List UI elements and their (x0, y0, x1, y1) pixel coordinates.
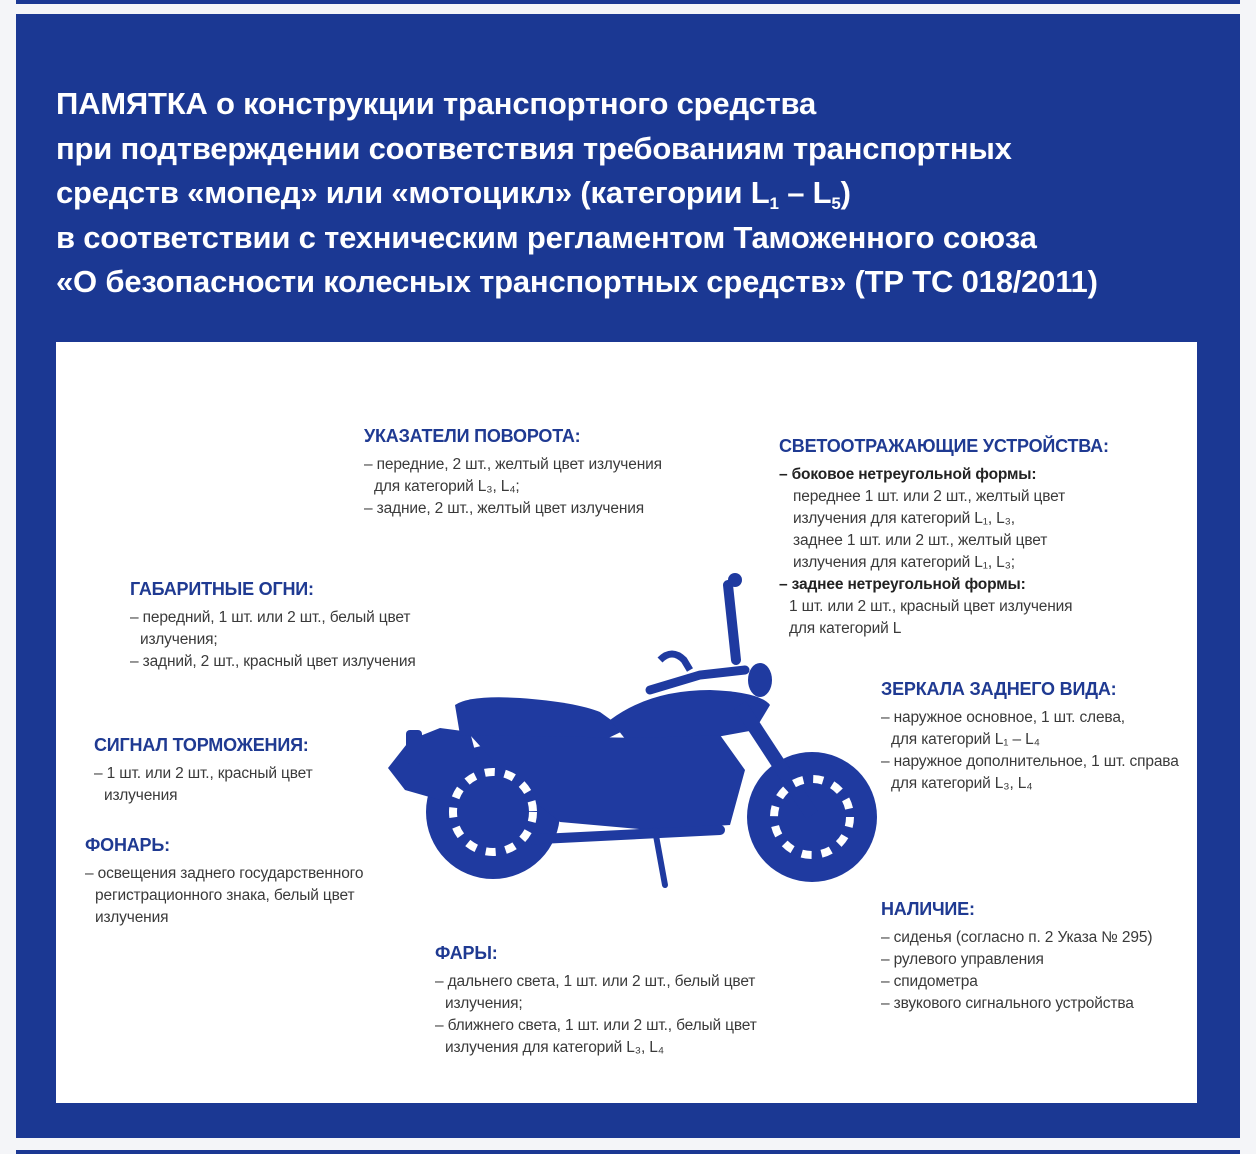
list-item: – спидометра (881, 973, 978, 990)
list-item: – рулевого управления (881, 951, 1044, 968)
list-item: – задние, 2 шт., желтый цвет излучения (364, 500, 644, 517)
title-line-2: при подтверждении соответствия требованиям транспортных (56, 130, 1012, 166)
reflectors-subheading-rear: – заднее нетреугольной формы: (779, 576, 1026, 593)
list-item: – ближнего света, 1 шт. или 2 шт., белый цвет (435, 1017, 757, 1034)
list-item: – дальнего света, 1 шт. или 2 шт., белый цвет (435, 973, 756, 990)
list-item-continuation: излучения для категорий L₃, L₄ (445, 1039, 664, 1056)
list-item-continuation: для категорий L₁ – L₄ (891, 731, 1040, 748)
list-item: – наружное дополнительное, 1 шт. справа (881, 753, 1179, 770)
list-item-continuation: регистрационного знака, белый цвет (95, 887, 355, 904)
position-lights-heading: ГАБАРИТНЫЕ ОГНИ: (130, 579, 314, 599)
list-item: – освещения заднего государственного (85, 865, 364, 882)
headlights-heading: ФАРЫ: (435, 943, 498, 963)
mirrors-section (881, 678, 1179, 795)
reflectors-list (779, 464, 1109, 640)
list-item: – наружное основное, 1 шт. слева, (881, 709, 1125, 726)
list-item-continuation: излучения (95, 909, 169, 926)
list-item: – передний, 1 шт. или 2 шт., белый цвет (130, 609, 411, 626)
reflectors-section (779, 435, 1109, 640)
list-item-continuation: для категорий L₃, L₄; (374, 478, 520, 495)
brake-signal-heading: СИГНАЛ ТОРМОЖЕНИЯ: (94, 735, 309, 755)
turn-signals-list (364, 454, 662, 520)
list-item: – передние, 2 шт., желтый цвет излучения (364, 456, 662, 473)
reflectors-subheading-side: – боковое нетреугольной формы: (779, 466, 1037, 483)
bottom-border-strip (16, 1150, 1240, 1154)
position-lights-section (130, 578, 416, 673)
list-item-continuation: излучения для категорий L₁, L₃; (793, 554, 1015, 571)
title-line-3-dash: – L (778, 175, 832, 210)
headlights-list (435, 971, 757, 1059)
mirrors-heading: ЗЕРКАЛА ЗАДНЕГО ВИДА: (881, 679, 1117, 699)
plate-lamp-list (85, 863, 363, 929)
position-lights-list (130, 607, 416, 673)
turn-signals-section (364, 425, 662, 520)
reflectors-heading: СВЕТООТРАЖАЮЩИЕ УСТРОЙСТВА: (779, 436, 1109, 456)
presence-section (881, 898, 1152, 1015)
list-item: заднее 1 шт. или 2 шт., желтый цвет (793, 532, 1048, 549)
top-border-strip (16, 0, 1240, 4)
list-item-continuation: излучения (104, 787, 178, 804)
headlights-section (435, 942, 757, 1059)
presence-list (881, 927, 1152, 1015)
turn-signals-heading: УКАЗАТЕЛИ ПОВОРОТА: (364, 426, 581, 446)
brake-signal-list (94, 763, 313, 807)
list-item: 1 шт. или 2 шт., красный цвет излучения (789, 598, 1073, 615)
title-line-4: в соответствии с техническим регламентом Таможенного союза (56, 219, 1037, 255)
brake-signal-section (94, 734, 313, 807)
presence-heading: НАЛИЧИЕ: (881, 899, 975, 919)
title-subscript-1: 1 (769, 194, 779, 213)
list-item-continuation: излучения для категорий L₁, L₃, (793, 510, 1015, 527)
title-line-3-text: средств «мопед» или «мотоцикл» (категории L (56, 175, 770, 210)
title-subscript-5: 5 (831, 194, 841, 213)
list-item-continuation: излучения; (445, 995, 523, 1012)
list-item: переднее 1 шт. или 2 шт., желтый цвет (793, 488, 1066, 505)
plate-lamp-heading: ФОНАРЬ: (85, 835, 170, 855)
list-item: – сиденья (согласно п. 2 Указа № 295) (881, 929, 1153, 946)
plate-lamp-section (85, 834, 363, 929)
list-item-continuation: для категорий L (789, 620, 902, 637)
list-item: – 1 шт. или 2 шт., красный цвет (94, 765, 313, 782)
title-line-1: ПАМЯТКА о конструкции транспортного средства (56, 86, 817, 121)
title-line-3 (56, 171, 1216, 216)
title-line-3-close: ) (840, 175, 851, 210)
list-item-continuation: излучения; (140, 631, 218, 648)
mirrors-list (881, 707, 1179, 795)
list-item-continuation: для категорий L₃, L₄ (891, 775, 1033, 792)
title-line-5: «О безопасности колесных транспортных средств» (ТР ТС 018/2011) (56, 264, 1098, 299)
poster-title (56, 82, 1216, 305)
list-item: – задний, 2 шт., красный цвет излучения (130, 653, 416, 670)
list-item: – звукового сигнального устройства (881, 995, 1134, 1012)
